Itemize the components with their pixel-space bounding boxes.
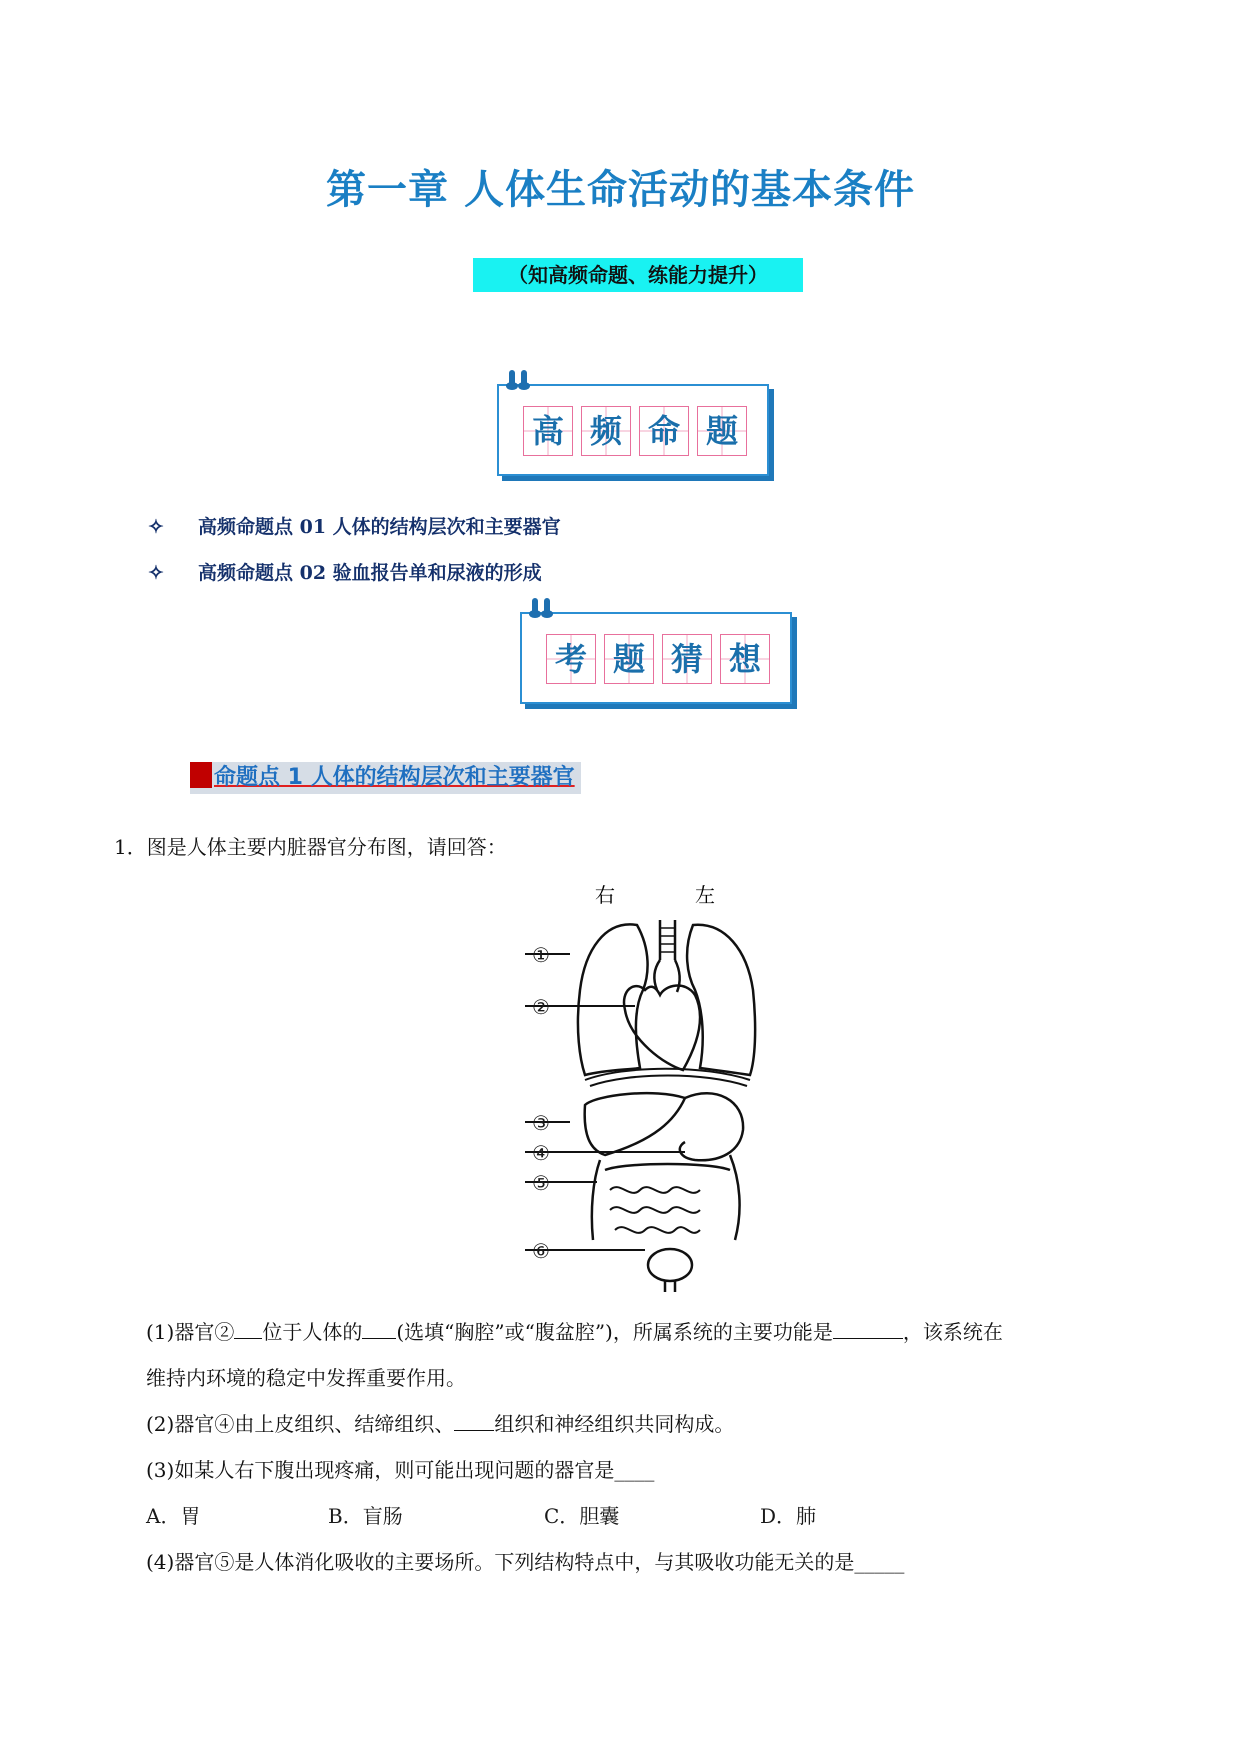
organ-diagram [525, 880, 785, 1300]
sub-question-1-line-2: 维持内环境的稳定中发挥重要作用。 [146, 1366, 466, 1390]
option-d[interactable]: D．肺 [760, 1504, 817, 1528]
topic-item [148, 512, 561, 539]
page-subtitle: （知高频命题、练能力提升） [473, 258, 803, 292]
organ-outline [578, 920, 755, 1292]
diamond-star-icon: ✧ [148, 516, 164, 538]
diamond-star-icon: ✧ [148, 562, 164, 584]
sub-question-1: (1)器官② 位于人体的 (选填“胸腔”或“腹盆腔”)，所属系统的主要功能是 ，该系统在 [146, 1320, 1003, 1344]
topic-text: 高频命题点 01 人体的结构层次和主要器官 [198, 516, 561, 538]
binder-pin-icon [532, 598, 556, 620]
red-block-icon [190, 762, 212, 788]
high-frequency-badge [497, 384, 769, 476]
figure-marker-6: ⑥ [532, 1239, 550, 1263]
badge-char: 猜 [662, 634, 712, 684]
question-number: 1． [114, 835, 147, 859]
sub-question-3: (3)如某人右下腹出现疼痛，则可能出现问题的器官是____ [146, 1458, 655, 1482]
figure-label-right: 右 [595, 883, 615, 907]
figure-marker-3: ③ [532, 1111, 550, 1135]
badge-char: 题 [697, 406, 747, 456]
answer-blank[interactable] [833, 1320, 903, 1339]
figure-marker-2: ② [532, 995, 550, 1019]
question-stem [114, 831, 507, 860]
section-heading-text: 命题点 1 人体的结构层次和主要器官 [214, 765, 575, 790]
figure-marker-1: ① [532, 943, 550, 967]
answer-blank[interactable] [362, 1320, 396, 1339]
option-b[interactable]: B．盲肠 [328, 1504, 403, 1528]
option-a[interactable]: A．胃 [146, 1504, 201, 1528]
badge-char: 题 [604, 634, 654, 684]
answer-blank[interactable] [454, 1412, 494, 1431]
option-c[interactable]: C．胆囊 [544, 1504, 620, 1528]
sub-question-2: (2)器官④由上皮组织、结缔组织、 组织和神经组织共同构成。 [146, 1412, 735, 1436]
topic-item [148, 558, 542, 585]
badge-char: 考 [546, 634, 596, 684]
question-text: 图是人体主要内脏器官分布图，请回答： [146, 835, 507, 859]
page-title: 第一章 人体生命活动的基本条件 [326, 167, 915, 213]
figure-marker-4: ④ [532, 1141, 550, 1165]
badge-char: 高 [523, 406, 573, 456]
figure-label-left: 左 [695, 883, 715, 907]
binder-pin-icon [509, 370, 533, 392]
exam-guess-badge [520, 612, 792, 704]
sub-question-4: (4)器官⑤是人体消化吸收的主要场所。下列结构特点中，与其吸收功能无关的是_____ [146, 1550, 905, 1574]
badge-char: 频 [581, 406, 631, 456]
badge-char: 想 [720, 634, 770, 684]
section-heading [190, 762, 581, 794]
topic-text: 高频命题点 02 验血报告单和尿液的形成 [198, 562, 542, 584]
figure-marker-5: ⑤ [532, 1171, 550, 1195]
badge-char: 命 [639, 406, 689, 456]
answer-blank[interactable] [234, 1320, 262, 1339]
